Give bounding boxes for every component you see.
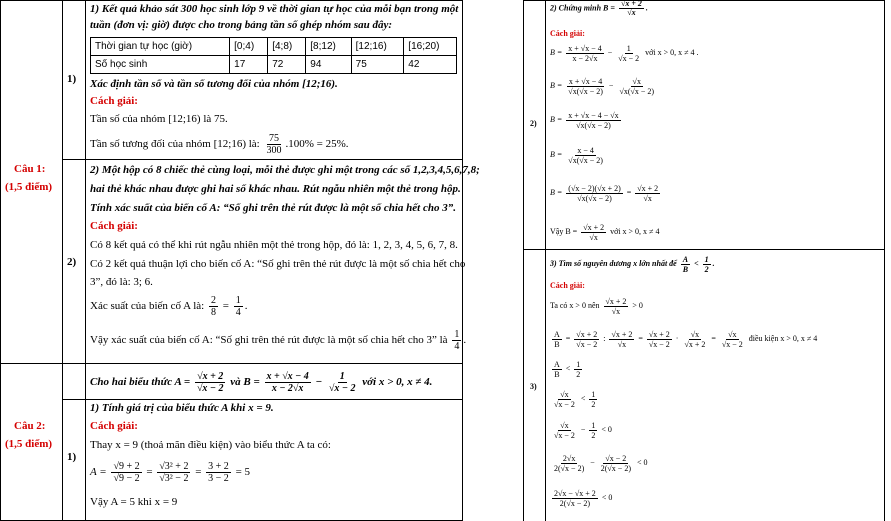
p2-solution-2: Có 2 kết quả thuận lợi cho biến cố A: “Số ghi trên thẻ rút được là một số chia hết cho <box>90 258 466 270</box>
r-step-5: B = $\frac{(√x - 2)(√x + 2)}{√x(√x - 2)}$ = $\frac{√x + 2}{√x}$ <box>550 183 659 203</box>
r-cond: với x > 0, x ≠ 4 . <box>645 48 699 57</box>
p2-question-line3: Tính xác suất của biến cố A: “Số ghi trên thẻ rút được là một số chia hết cho 3”. <box>90 202 456 214</box>
fraction: $\frac{√x - 2}{2(√x - 2)}$ <box>600 453 631 473</box>
fraction: $\frac{75}{300}$ <box>266 132 282 156</box>
p1-question-line2: tuần (đơn vị: giờ) được cho trong bảng tần số ghép nhóm sau đây: <box>90 19 393 31</box>
solution-label: Cách giải: <box>550 29 585 38</box>
part-number: 1) <box>67 451 77 463</box>
r-step-2: B = $\frac{x + √x - 4}{√x(√x - 2)}$ − $\frac{√x}{√x(√x - 2)}$ <box>550 76 655 96</box>
fraction: $\frac{3 + 2}{3 - 2}$ <box>208 460 229 484</box>
solution-label: Cách giải: <box>90 220 138 232</box>
p1-task: Xác định tần số và tần số tương đối của nhóm [12;16). <box>90 78 338 90</box>
table-header-cell: [4;8) <box>268 38 306 56</box>
r-p2-task-text: 2) Chứng minh B = <box>550 3 615 13</box>
fraction: $\frac{1}{4}$ <box>454 328 460 352</box>
fraction: $\frac{√x + 2}{√x}$ <box>583 222 605 242</box>
fraction: $\frac{√x}{√x + 2}$ <box>684 329 706 349</box>
p2-question-line2: hai thẻ khác nhau được ghi hai số khác nhau. Rút ngẫu nhiên một thẻ trong hộp. <box>90 183 461 195</box>
r-step-4: B = $\frac{x - 4}{√x(√x - 2)}$ <box>550 145 603 165</box>
r-p3-step-3: $\frac{A}{B}$ < $\frac{1}{2}$ <box>554 359 581 379</box>
fraction: $\frac{1}{2}$ <box>591 389 596 409</box>
q2p1-solution-3: Vậy A = 5 khi x = 9 <box>90 496 178 508</box>
q1-points: (1,5 điểm) <box>5 181 53 193</box>
fraction: $\frac{√x + 2}{√x}$ <box>605 296 627 316</box>
fraction: $\frac{2√x}{2(√x - 2)}$ <box>554 453 585 473</box>
p2-solution-4-text: Xác suất của biến cố A là: <box>90 300 205 312</box>
table-row <box>91 56 457 74</box>
table-cell: 94 <box>306 56 351 74</box>
r-p3-task: 3) Tìm số nguyên dương x lớn nhất để $\frac{A}{B}$ < $\frac{1}{2}$ . <box>550 254 715 274</box>
table-cell: 72 <box>268 56 306 74</box>
fraction: $\frac{(√x - 2)(√x + 2)}{√x(√x - 2)}$ <box>568 183 621 203</box>
q2-label: Câu 2: <box>14 420 46 432</box>
solution-label: Cách giải: <box>90 420 138 432</box>
fraction: $\frac{1}{2}$ <box>704 254 709 274</box>
p2-solution-4: Xác suất của biến cố A là: $\frac{2}{8}$ = $\frac{1}{4}$ . <box>90 294 248 318</box>
fraction: $\frac{\text{√3² + 2}}{\text{√3² − 2}}$ <box>159 460 189 484</box>
part-number: 3) <box>530 382 537 391</box>
table-cell: Số học sinh <box>91 56 230 74</box>
part-number: 1) <box>67 73 77 85</box>
q2p1-solution-1: Thay x = 9 (thoả mãn điều kiện) vào biểu thức A ta có: <box>90 439 331 451</box>
q2-intro-mid: và <box>230 376 241 388</box>
fraction: $\frac{1}{4}$ <box>235 294 241 318</box>
fraction: $\frac{√x}{√x - 2}$ <box>721 329 743 349</box>
fraction: $\frac{x + √x - 4}{x - 2√x}$ <box>266 370 309 394</box>
table-cell: 17 <box>230 56 268 74</box>
p1-solution-1: Tần số của nhóm [12;16) là 75. <box>90 113 228 125</box>
fraction: $\frac{A}{B}$ <box>682 254 689 274</box>
fraction: $\frac{A}{B}$ <box>554 359 560 379</box>
q2p1-task: 1) Tính giá trị của biểu thức A khi x = 9. <box>90 402 274 414</box>
fraction: $\frac{√x + 2}{√x}$ <box>620 0 642 17</box>
fraction: $\frac{1}{√x - 2}$ <box>328 370 356 394</box>
right-outer-border <box>884 0 885 521</box>
fraction: $\frac{x + √x - 4}{x - 2√x}$ <box>568 43 602 63</box>
p1-solution-2 <box>90 132 349 156</box>
table-header-cell: Thời gian tự học (giờ) <box>91 38 230 56</box>
r-p2-task: 2) Chứng minh B = $\frac{√x + 2}{√x}$ . <box>550 0 648 17</box>
table-header-cell: [8;12) <box>306 38 351 56</box>
r-step-1: B = $\frac{x + √x - 4}{x - 2√x}$ − $\frac{1}{√x - 2}$ với x > 0, x ≠ 4 . <box>550 43 699 63</box>
p2-question-line1: 2) Một hộp có 8 chiếc thẻ cùng loại, mỗi thẻ được ghi một trong các số 1,2,3,4,5,6,7,8; <box>90 164 480 176</box>
solution-label: Cách giải: <box>90 95 138 107</box>
p2-solution-5-text: Vậy xác suất của biến cố A: “Số ghi trên thẻ rút được là một số chia hết cho 3” là <box>90 334 448 346</box>
r-p3-step-4: $\frac{√x}{√x - 2}$ < $\frac{1}{2}$ <box>554 389 596 409</box>
fraction: $\frac{√x + 2}{√x}$ <box>611 329 633 349</box>
fraction: $\frac{√x + 2}{√x}$ <box>637 183 659 203</box>
r-p3-step-1-text: Ta có x > 0 nên <box>550 301 600 310</box>
p1-solution-2-text: Tần số tương đối của nhóm [12;16) là: <box>90 138 260 150</box>
expr-A: A = <box>174 376 191 388</box>
fraction: $\frac{√x}{√x - 2}$ <box>554 389 575 409</box>
r-p3-step-7: $\frac{2√x - √x + 2}{2(√x - 2)}$ < 0 <box>554 488 613 508</box>
q1-label: Câu 1: <box>14 163 46 175</box>
r-p3-step-1: Ta có x > 0 nên $\frac{√x + 2}{√x}$ > 0 <box>550 296 643 316</box>
part-number: 2) <box>530 119 537 128</box>
fraction: $\frac{√x + 2}{√x - 2}$ <box>196 370 224 394</box>
p2-solution-5: Vậy xác suất của biến cố A: “Số ghi trên thẻ rút được là một số chia hết cho 3” là $\frac{1}{4}$ . <box>90 328 467 352</box>
q2-intro-text: Cho hai biểu thức <box>90 376 173 388</box>
fraction: $\frac{1}{2}$ <box>591 420 596 440</box>
r-p3-step-2: $\frac{A}{B}$ = $\frac{√x + 2}{√x - 2}$ : $\frac{√x + 2}{√x}$ = $\frac{√x + 2}{√x - 2}$ · $\frac{√x}{√x + 2}$ = $\frac{√x}{√x - 2}$ điều kiện x > 0, x ≠ 4 <box>554 329 818 349</box>
r-p3-step-6: $\frac{2√x}{2(√x - 2)}$ − $\frac{√x - 2}{2(√x - 2)}$ < 0 <box>554 453 648 473</box>
fraction: $\frac{√x + 2}{√x - 2}$ <box>576 329 598 349</box>
table-header-cell: [0;4) <box>230 38 268 56</box>
solution-label: Cách giải: <box>550 281 585 290</box>
table-header-cell: [12;16) <box>351 38 404 56</box>
table-cell: 75 <box>351 56 404 74</box>
part-number: 2) <box>67 256 77 268</box>
r-step-3: B = $\frac{x + √x - 4 - √x}{√x(√x - 2)}$ <box>550 110 619 130</box>
q2-intro-cond: với x > 0, x ≠ 4. <box>362 376 433 388</box>
fraction: $\frac{x + √x - 4 - √x}{√x(√x - 2)}$ <box>568 110 619 130</box>
fraction: $\frac{√x + 2}{√x - 2}$ <box>648 329 670 349</box>
r-conclusion-cond: với x > 0, x ≠ 4 <box>610 227 660 236</box>
r-p3-cond: điều kiện x > 0, x ≠ 4 <box>748 334 818 343</box>
fraction: $\frac{1}{√x - 2}$ <box>618 43 640 63</box>
fraction: $\frac{√x}{√x - 2}$ <box>554 420 575 440</box>
fraction: $\frac{A}{B}$ <box>554 329 560 349</box>
left-num-col-q2-intro <box>62 363 86 400</box>
p2-solution-1: Có 8 kết quả có thể khi rút ngẫu nhiên một thẻ trong hộp, đó là: 1, 2, 3, 4, 5, 6, 7, 8. <box>90 239 458 251</box>
table-row <box>91 38 457 56</box>
fraction: $\frac{1}{2}$ <box>576 359 581 379</box>
table-header-cell: [16;20) <box>404 38 457 56</box>
q2-intro: Cho hai biểu thức A = $\frac{√x + 2}{√x - 2}$ và B = $\frac{x + √x - 4}{x - 2√x}$ − $\frac{1}{√x - 2}$ với x > 0, x ≠ 4. <box>90 370 433 394</box>
r-conclusion <box>550 219 659 245</box>
right-row-divider <box>523 249 885 250</box>
fraction: $\frac{x - 4}{√x(√x - 2)}$ <box>568 145 603 165</box>
right-num-col-divider <box>523 0 524 521</box>
expr-B: B = <box>243 376 260 388</box>
q2-points: (1,5 điểm) <box>5 438 53 450</box>
frequency-table <box>90 37 457 74</box>
p2-solution-3: 3”, đó là: 3; 6. <box>90 276 153 288</box>
fraction: $\frac{2√x - √x + 2}{2(√x - 2)}$ <box>554 488 596 508</box>
fraction: $\frac{√x}{√x(√x - 2)}$ <box>619 76 655 96</box>
fraction: $\frac{x + √x - 4}{√x(√x - 2)}$ <box>568 76 603 96</box>
fraction: $\frac{2}{8}$ <box>211 294 216 318</box>
fraction: $\frac{√9 + 2}{√9 - 2}$ <box>113 460 140 484</box>
table-cell: 42 <box>404 56 457 74</box>
p1-solution-2-tail: .100% = 25%. <box>285 138 349 150</box>
right-content-divider <box>545 0 546 521</box>
p1-question-line1: 1) Kết quả khảo sát 300 học sinh lớp 9 về thời gian tự học của mỗi bạn trong một <box>90 3 459 15</box>
r-p3-task-text: 3) Tìm số nguyên dương x lớn nhất để <box>550 259 677 268</box>
r-conclusion-text: Vậy B = <box>550 227 578 236</box>
r-p3-step-5: $\frac{√x}{√x - 2}$ − $\frac{1}{2}$ < 0 <box>554 420 612 440</box>
q2p1-solution-2: A = $\frac{√9 + 2}{√9 - 2}$ = $\frac{\text{√3² + 2}}{\text{√3² − 2}}$ = $\frac{3 + 2}{3 - 2}$ = 5 <box>90 460 251 484</box>
